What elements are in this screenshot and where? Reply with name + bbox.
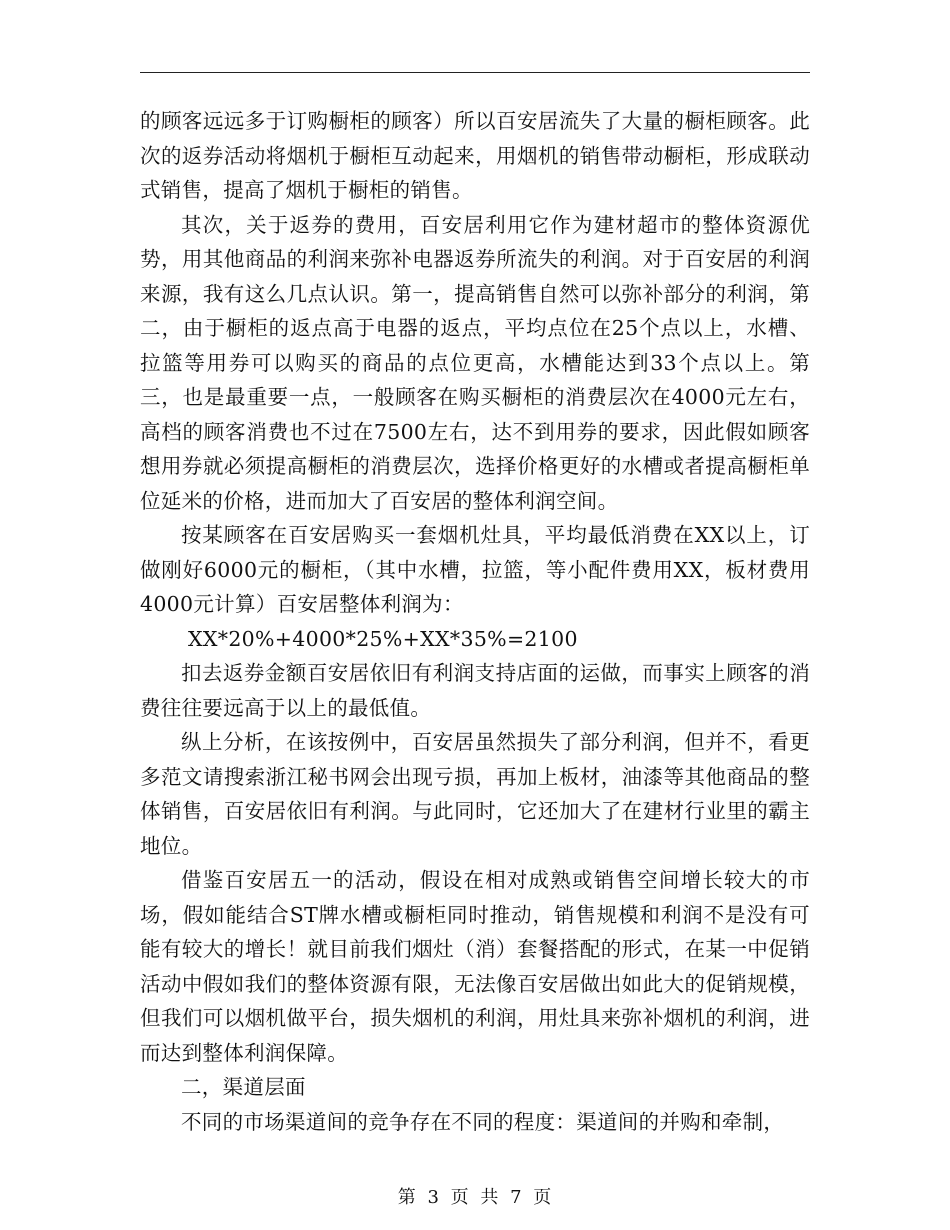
document-body bbox=[140, 104, 810, 1139]
footer-total-pages: 7 bbox=[510, 1187, 523, 1208]
paragraph-return-coupon-cost: 其次，关于返券的费用，百安居利用它作为建材超市的整体资源优势，用其他商品的利润来弥补电器返券所流失的利润。对于百安居的利润来源，我有这么几点认识。第一，提高销售自然可以弥补部分的利润，第二，由于橱柜的返点高于电器的返点，平均点位在25个点以上，水槽、拉篮等用券可以购买的商品的点位更高，水槽能达到33个点以上。第三，也是最重要一点，一般顾客在购买橱柜的消费层次在4000元左右，高档的顾客消费也不过在7500左右，达不到用券的要求，因此假如顾客想用券就必须提高橱柜的消费层次，选择价格更好的水槽或者提高橱柜单位延米的价格，进而加大了百安居的整体利润空间。 bbox=[140, 212, 810, 513]
paragraph-deduct-coupon: 扣去返券金额百安居依旧有利润支持店面的运做，而事实上顾客的消费往往要远高于以上的最低值。 bbox=[140, 661, 810, 720]
page-footer bbox=[0, 1183, 950, 1209]
paragraph-channel-competition: 不同的市场渠道间的竞争存在不同的程度：渠道间的并购和牵制， bbox=[181, 1109, 785, 1134]
footer-ye: 页 bbox=[450, 1187, 470, 1208]
footer-ye2: 页 bbox=[533, 1187, 553, 1208]
paragraph-customer-example: 按某顾客在百安居购买一套烟机灶具，平均最低消费在XX以上，订做刚好6000元的橱柜，（其中水槽，拉篮，等小配件费用XX，板材费用4000元计算）百安居整体利润为： bbox=[140, 523, 810, 616]
footer-gong: 共 bbox=[480, 1187, 500, 1208]
paragraph-continuation: 的顾客远远多于订购橱柜的顾客）所以百安居流失了大量的橱柜顾客。此次的返券活动将烟机于橱柜互动起来，用烟机的销售带动橱柜，形成联动式销售，提高了烟机于橱柜的销售。 bbox=[140, 109, 810, 202]
footer-current-page: 3 bbox=[427, 1187, 440, 1208]
profit-formula: XX*20%+4000*25%+XX*35%=2100 bbox=[188, 626, 578, 651]
paragraph-borrow-experience: 借鉴百安居五一的活动，假设在相对成熟或销售空间增长较大的市场，假如能结合ST牌水槽或橱柜同时推动，销售规模和利润不是没有可能有较大的增长！就目前我们烟灶（消）套餐搭配的形式，在某一中促销活动中假如我们的整体资源有限，无法像百安居做出如此大的促销规模，但我们可以烟机做平台，损失烟机的利润，用灶具来弥补烟机的利润，进而达到整体利润保障。 bbox=[140, 868, 810, 1065]
header-rule bbox=[140, 72, 810, 73]
footer-di: 第 bbox=[397, 1187, 417, 1208]
paragraph-analysis: 纵上分析，在该按例中，百安居虽然损失了部分利润，但并不，看更多范文请搜索浙江秘书网会出现亏损，再加上板材，油漆等其他商品的整体销售，百安居依旧有利润。与此同时，它还加大了在建材行业里的霸主地位。 bbox=[140, 730, 810, 858]
section-heading-channel: 二，渠道层面 bbox=[181, 1075, 306, 1099]
